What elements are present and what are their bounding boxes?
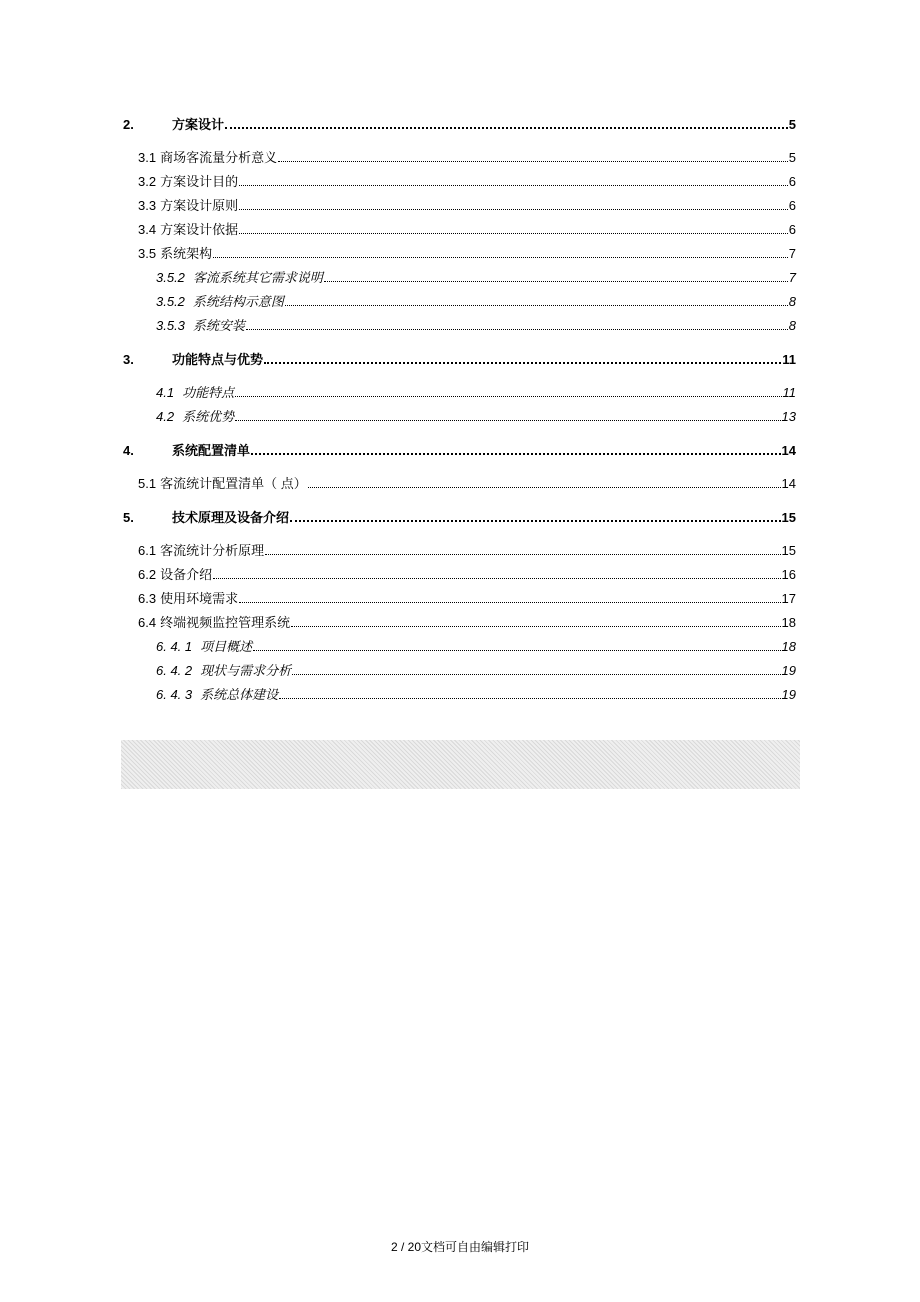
toc-leader-dots	[213, 246, 788, 258]
toc-entry-page: 6	[788, 222, 796, 237]
toc-entry-number: 3.3	[138, 198, 157, 213]
toc-entry[interactable]	[156, 384, 796, 402]
toc-leader-dots	[285, 294, 788, 306]
toc-leader-dots	[239, 174, 788, 186]
toc-entry-page: 6	[788, 174, 796, 189]
toc-entry[interactable]	[138, 149, 796, 167]
toc-entry-number: 6.2	[138, 567, 157, 582]
toc-entry[interactable]	[123, 116, 796, 134]
toc-entry[interactable]	[138, 221, 796, 239]
toc-entry-page: 16	[781, 567, 796, 582]
toc-entry-page: 18	[781, 615, 796, 630]
toc-leader-dots	[291, 615, 780, 627]
toc-entry-number: 5.	[123, 510, 134, 525]
page-footer: 2 / 20文档可自由编辑打印	[390, 1240, 530, 1254]
toc-entry-title: 功能特点与优势	[172, 352, 264, 367]
toc-entry-number: 3.2	[138, 174, 157, 189]
toc-entry-title: 方案设计	[172, 117, 225, 132]
toc-leader-dots	[251, 442, 781, 455]
toc-entry-number: 4.1	[156, 385, 175, 400]
toc-entry[interactable]	[156, 293, 796, 311]
toc-entry[interactable]	[123, 351, 796, 369]
toc-leader-dots	[239, 222, 788, 234]
toc-entry[interactable]	[138, 245, 796, 263]
toc-entry-page: 14	[781, 476, 796, 491]
toc-entry-number: 3.	[123, 352, 134, 367]
toc-entry[interactable]	[138, 197, 796, 215]
toc-entry-number: 6.1	[138, 543, 157, 558]
toc-entry[interactable]	[138, 542, 796, 560]
toc-entry-title: 客流统计配置清单（ 点）	[160, 476, 307, 491]
toc-entry-number: 3.4	[138, 222, 157, 237]
toc-entry-page: 8	[788, 318, 796, 333]
toc-entry[interactable]	[156, 686, 796, 704]
toc-leader-dots	[225, 116, 788, 129]
toc-entry[interactable]	[156, 408, 796, 426]
toc-entry[interactable]	[123, 509, 796, 527]
hatched-banner	[121, 740, 800, 789]
toc-entry-title: 项目概述	[200, 639, 253, 654]
toc-entry-title: 方案设计依据	[160, 222, 239, 237]
toc-entry-page: 11	[782, 385, 796, 400]
toc-entry-number: 2.	[123, 117, 134, 132]
toc-entry-title: 系统优势	[182, 409, 235, 424]
toc-entry-page: 15	[781, 543, 796, 558]
toc-leader-dots	[292, 663, 780, 675]
toc-entry-number: 3.1	[138, 150, 157, 165]
toc-leader-dots	[246, 318, 788, 330]
toc-entry-title: 功能特点	[182, 385, 235, 400]
toc-entry-title: 方案设计目的	[160, 174, 239, 189]
toc-entry-title: 系统总体建设	[200, 687, 279, 702]
toc-entry[interactable]	[123, 442, 796, 460]
toc-leader-dots	[265, 543, 780, 555]
toc-entry-title: 现状与需求分析	[200, 663, 292, 678]
toc-entry-page: 19	[781, 687, 796, 702]
toc-leader-dots	[308, 476, 781, 488]
toc-leader-dots	[213, 567, 780, 579]
toc-entry-page: 18	[781, 639, 796, 654]
toc-entry[interactable]	[138, 614, 796, 632]
toc-entry-number: 3.5	[138, 246, 157, 261]
toc-entry-page: 13	[781, 409, 796, 424]
toc-entry[interactable]	[138, 475, 796, 493]
toc-entry-number: 5.1	[138, 476, 157, 491]
toc-entry-title: 商场客流量分析意义	[160, 150, 278, 165]
toc-leader-dots	[239, 591, 780, 603]
toc-entry[interactable]	[138, 566, 796, 584]
toc-entry[interactable]	[138, 173, 796, 191]
toc-entry-page: 15	[781, 510, 796, 525]
toc-entry-page: 7	[788, 246, 796, 261]
toc-entry-title: 使用环境需求	[160, 591, 239, 606]
toc-entry-number: 3.5.2	[156, 294, 185, 309]
toc-entry[interactable]	[156, 662, 796, 680]
toc-entry-title: 设备介绍	[160, 567, 213, 582]
toc-leader-dots	[235, 409, 780, 421]
toc-entry-title: 系统架构	[160, 246, 213, 261]
toc-leader-dots	[264, 351, 781, 364]
toc-entry[interactable]	[156, 269, 796, 287]
toc-entry-number: 4.2	[156, 409, 175, 424]
toc-leader-dots	[278, 150, 788, 162]
toc-entry-number: 4.	[123, 443, 134, 458]
toc-entry-number: 6. 4. 3	[156, 687, 193, 702]
toc-leader-dots	[253, 639, 780, 651]
toc-entry-title: 终端视频监控管理系统	[160, 615, 291, 630]
toc-entry-title: 系统配置清单	[172, 443, 251, 458]
toc-entry-number: 6. 4. 2	[156, 663, 193, 678]
toc-entry[interactable]	[156, 638, 796, 656]
toc-entry-number: 6.3	[138, 591, 157, 606]
toc-entry-number: 3.5.3	[156, 318, 185, 333]
toc-leader-dots	[279, 687, 780, 699]
toc-entry-title: 系统结构示意图	[192, 294, 284, 309]
toc-entry-page: 19	[781, 663, 796, 678]
toc-entry-title: 客流统计分析原理	[160, 543, 265, 558]
toc-entry-page: 8	[788, 294, 796, 309]
toc-entry-page: 14	[781, 443, 796, 458]
toc-leader-dots	[324, 270, 788, 282]
toc-entry[interactable]	[138, 590, 796, 608]
toc-entry-page: 6	[788, 198, 796, 213]
toc-entry-number: 6.4	[138, 615, 157, 630]
toc-entry-title: 方案设计原则	[160, 198, 239, 213]
toc-entry-page: 17	[781, 591, 796, 606]
toc-entry-page: 5	[788, 150, 796, 165]
toc-leader-dots	[235, 385, 781, 397]
toc-leader-dots	[290, 509, 781, 522]
toc-leader-dots	[239, 198, 788, 210]
toc-entry-page: 5	[788, 117, 796, 132]
toc-entry-title: 客流系统其它需求说明	[192, 270, 323, 285]
toc-entry[interactable]	[156, 317, 796, 335]
toc-entry-number: 3.5.2	[156, 270, 185, 285]
toc-entry-number: 6. 4. 1	[156, 639, 193, 654]
toc-entry-title: 系统安装	[192, 318, 245, 333]
toc-entry-page: 7	[788, 270, 796, 285]
toc-entry-title: 技术原理及设备介绍	[172, 510, 290, 525]
toc-entry-page: 11	[782, 352, 796, 367]
